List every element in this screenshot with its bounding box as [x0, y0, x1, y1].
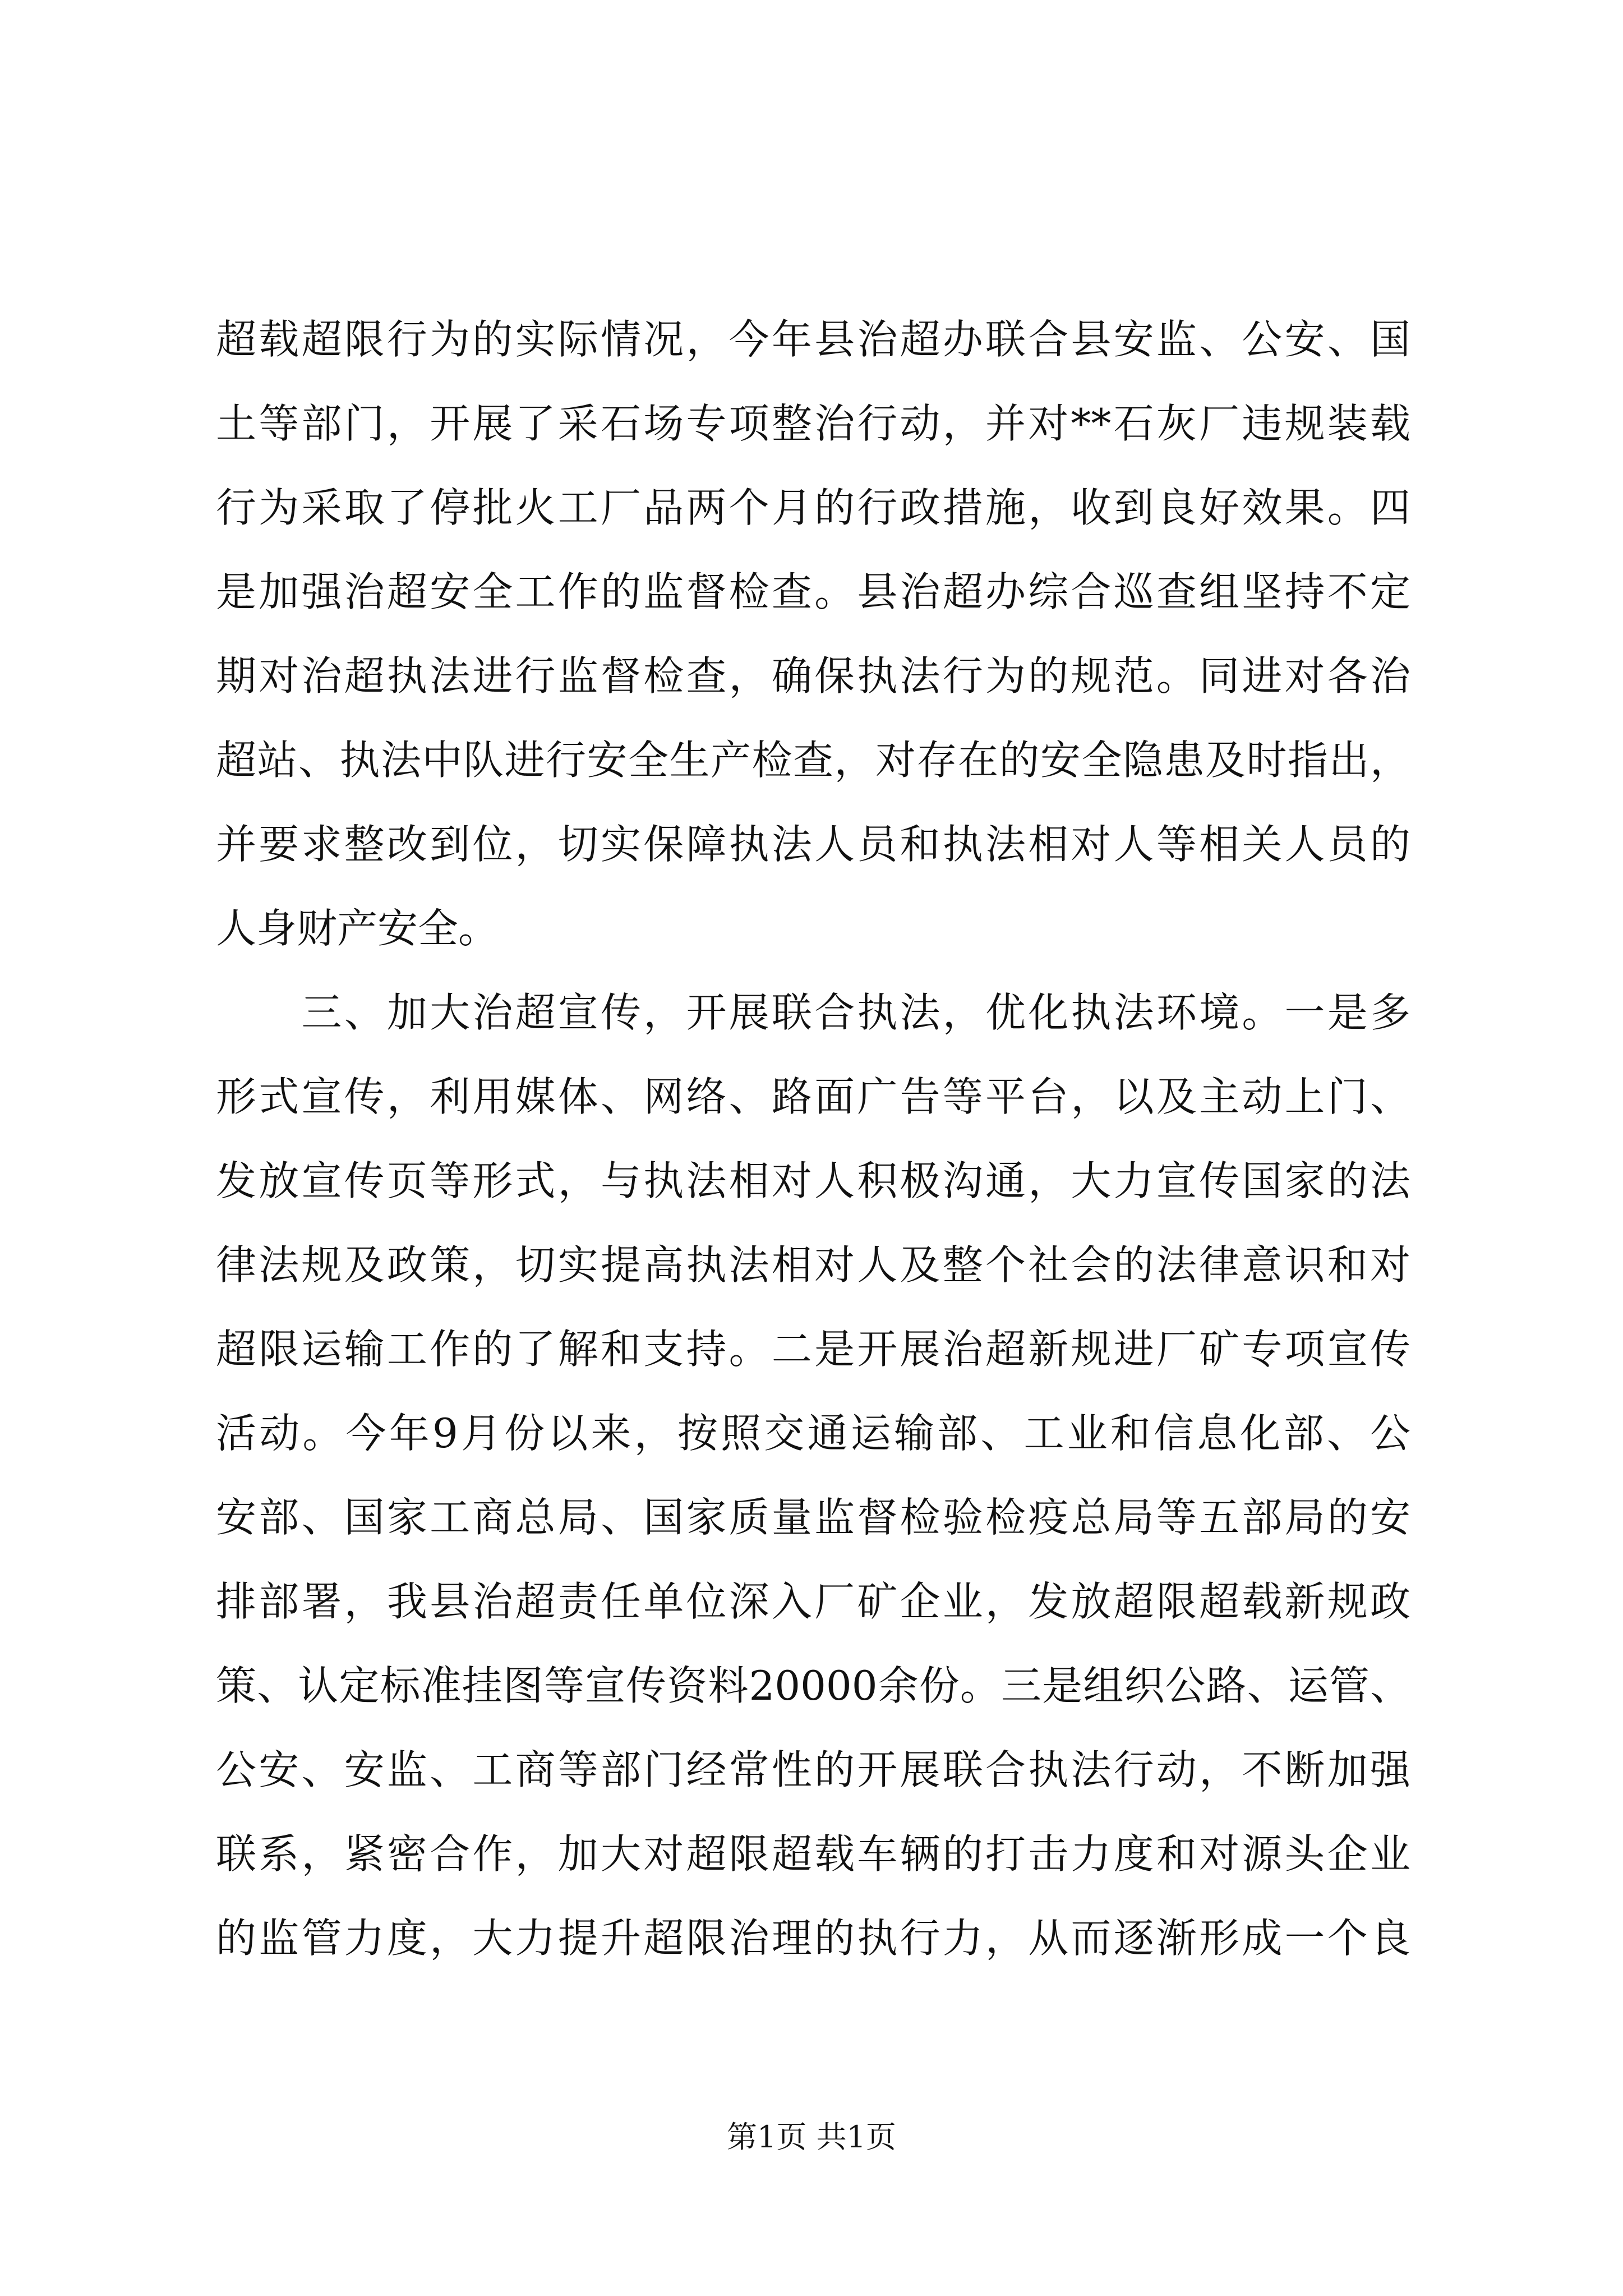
text-line: 三、加大治超宣传，开展联合执法，优化执法环境。一是多 — [216, 989, 1410, 1036]
text-line: 超限运输工作的了解和支持。二是开展治超新规进厂矿专项宣传 — [216, 1326, 1410, 1373]
text-line: 超载超限行为的实际情况，今年县治超办联合县安监、公安、国 — [216, 316, 1410, 363]
text-line: 的监管力度，大力提升超限治理的执行力，从而逐渐形成一个良 — [216, 1915, 1410, 1962]
page-footer: 第1页 共1页 — [727, 2119, 896, 2155]
text-line: 并要求整改到位，切实保障执法人员和执法相对人等相关人员的 — [216, 821, 1410, 868]
text-line: 排部署，我县治超责任单位深入厂矿企业，发放超限超载新规政 — [216, 1578, 1410, 1625]
text-line: 公安、安监、工商等部门经常性的开展联合执法行动，不断加强 — [216, 1746, 1410, 1793]
text-line: 发放宣传页等形式，与执法相对人积极沟通，大力宣传国家的法 — [216, 1157, 1410, 1204]
text-line: 超站、执法中队进行安全生产检查，对存在的安全隐患及时指出， — [216, 737, 1410, 784]
text-line: 形式宣传，利用媒体、网络、路面广告等平台，以及主动上门、 — [216, 1073, 1410, 1120]
text-line: 是加强治超安全工作的监督检查。县治超办综合巡查组坚持不定 — [216, 568, 1410, 615]
text-line: 期对治超执法进行监督检查，确保执法行为的规范。同进对各治 — [216, 652, 1410, 700]
text-line: 人身财产安全。 — [216, 905, 499, 952]
text-line: 联系，紧密合作，加大对超限超载车辆的打击力度和对源头企业 — [216, 1830, 1410, 1878]
body-text — [216, 297, 1410, 1980]
text-line: 策、认定标准挂图等宣传资料20000余份。三是组织公路、运管、 — [216, 1662, 1410, 1709]
text-line: 行为采取了停批火工厂品两个月的行政措施，收到良好效果。四 — [216, 484, 1410, 531]
text-line: 律法规及政策，切实提高执法相对人及整个社会的法律意识和对 — [216, 1241, 1410, 1289]
text-line: 安部、国家工商总局、国家质量监督检验检疫总局等五部局的安 — [216, 1494, 1410, 1541]
text-line: 活动。今年9月份以来，按照交通运输部、工业和信息化部、公 — [216, 1410, 1410, 1457]
text-line: 土等部门，开展了采石场专项整治行动，并对**石灰厂违规装载 — [216, 400, 1410, 447]
